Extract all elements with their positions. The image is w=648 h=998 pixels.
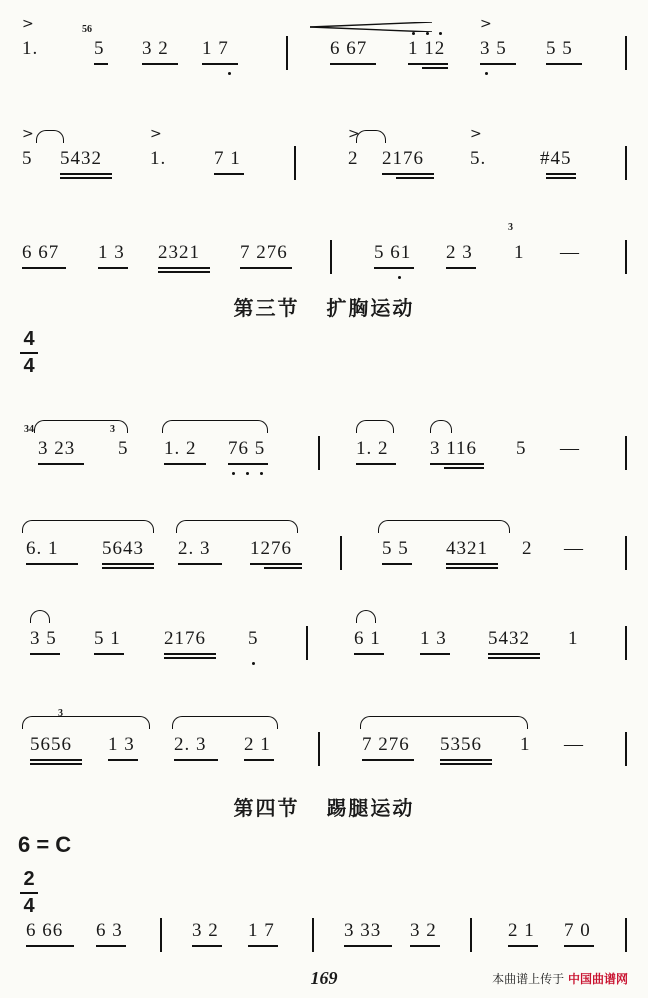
note-group: 1. 2	[164, 438, 197, 459]
bar-line	[306, 626, 308, 660]
beam-line	[94, 653, 124, 655]
beam-line	[354, 653, 384, 655]
note-group: 3 5	[30, 628, 57, 649]
page-number: 169	[310, 968, 338, 988]
beam-line	[102, 563, 154, 565]
beam-line	[214, 173, 244, 175]
note-group: 1 12	[408, 38, 446, 59]
slur	[356, 420, 394, 433]
note-group: —	[560, 438, 580, 459]
note-group: 3 23	[38, 438, 76, 459]
bar-line	[160, 918, 162, 952]
bar-line	[294, 146, 296, 180]
note-group: 1. 2	[356, 438, 389, 459]
beam-line	[382, 563, 412, 565]
bar-line	[625, 36, 627, 70]
note-group: 1	[568, 628, 579, 649]
low-dot	[246, 472, 249, 475]
note-group: 2321	[158, 242, 200, 263]
note-group: 3 2	[192, 920, 219, 941]
note-group: 1 3	[98, 242, 125, 263]
note-group: 76 5	[228, 438, 266, 459]
note-group: 6 1	[354, 628, 381, 649]
note-group: 5.	[470, 148, 487, 169]
grace-note: 3	[110, 424, 115, 435]
beam-line	[240, 267, 292, 269]
beam-line	[422, 67, 448, 69]
bar-line	[470, 918, 472, 952]
low-dot	[252, 662, 255, 665]
beam-line	[546, 177, 576, 179]
staff-row-4	[0, 410, 648, 480]
meter-top: 2	[23, 868, 35, 890]
note-group: 2 1	[244, 734, 271, 755]
note-group: 5432	[488, 628, 530, 649]
source-credit	[492, 970, 628, 987]
time-signature	[20, 328, 38, 378]
bar-line	[625, 626, 627, 660]
staff-row-7	[0, 706, 648, 776]
note-group: 2176	[164, 628, 206, 649]
beam-line	[158, 271, 210, 273]
note-group: 6 67	[22, 242, 60, 263]
triplet-mark: 3	[58, 708, 63, 719]
note-group: 5432	[60, 148, 102, 169]
beam-line	[356, 463, 396, 465]
note-group: 2. 3	[174, 734, 207, 755]
beam-line	[440, 759, 492, 761]
section-heading	[0, 792, 648, 821]
grace-note: 3	[508, 222, 513, 233]
key-signature: 6 = C	[18, 832, 72, 857]
beam-line	[96, 945, 126, 947]
note-group: 1276	[250, 538, 292, 559]
note-group: 4321	[446, 538, 488, 559]
note-group: 5356	[440, 734, 482, 755]
note-group: 1 3	[108, 734, 135, 755]
low-dot	[228, 72, 231, 75]
slur	[162, 420, 268, 433]
beam-line	[164, 653, 216, 655]
note-group: 3 5	[480, 38, 507, 59]
beam-line	[564, 945, 594, 947]
note-group: 2. 3	[178, 538, 211, 559]
section-number: 第四节	[233, 796, 300, 820]
beam-line	[178, 563, 222, 565]
beam-line	[444, 467, 484, 469]
beam-line	[408, 63, 448, 65]
beam-line	[396, 177, 434, 179]
note-group: 1 7	[202, 38, 229, 59]
high-dot	[426, 32, 429, 35]
beam-line	[546, 63, 582, 65]
note-group: 5 1	[94, 628, 121, 649]
slur	[430, 420, 452, 433]
note-group: 2 3	[446, 242, 473, 263]
beam-line	[250, 563, 302, 565]
low-dot	[398, 276, 401, 279]
note-group: 5	[94, 38, 105, 59]
note-group: 1 7	[248, 920, 275, 941]
low-dot	[485, 72, 488, 75]
bar-line	[312, 918, 314, 952]
staff-row-6	[0, 600, 648, 670]
meter-top: 4	[23, 328, 35, 350]
beam-line	[192, 945, 222, 947]
note-group: 6. 1	[26, 538, 59, 559]
slur	[356, 130, 386, 143]
low-dot	[232, 472, 235, 475]
beam-line	[362, 759, 414, 761]
slur	[172, 716, 278, 729]
site-logo-text[interactable]: 中国曲谱网	[567, 972, 628, 986]
note-group: —	[564, 538, 584, 559]
beam-line	[102, 567, 154, 569]
section-name: 扩胸运动	[326, 296, 415, 320]
beam-line	[446, 563, 498, 565]
accent-mark: >	[348, 126, 360, 142]
beam-line	[330, 63, 376, 65]
note-group: 5	[118, 438, 129, 459]
beam-line	[30, 759, 82, 761]
beam-line	[174, 759, 218, 761]
slur	[36, 130, 64, 143]
bar-line	[625, 146, 627, 180]
note-group: 5	[516, 438, 527, 459]
staff-row-1	[0, 10, 648, 80]
slur	[176, 520, 298, 533]
accent-mark: >	[470, 126, 482, 142]
note-group: 2 1	[508, 920, 535, 941]
slur	[22, 520, 154, 533]
beam-line	[410, 945, 440, 947]
slur	[360, 716, 528, 729]
note-group: 3 2	[410, 920, 437, 941]
bar-line	[286, 36, 288, 70]
note-group: 1.	[22, 38, 39, 59]
bar-line	[318, 732, 320, 766]
note-group: 1.	[150, 148, 167, 169]
note-group: 7 0	[564, 920, 591, 941]
beam-line	[244, 759, 274, 761]
beam-line	[94, 63, 108, 65]
beam-line	[30, 653, 60, 655]
note-group: 3 33	[344, 920, 382, 941]
note-group: 2	[348, 148, 359, 169]
accent-mark: >	[480, 16, 492, 32]
staff-row-8	[0, 892, 648, 962]
note-group: 5	[22, 148, 33, 169]
staff-row-2	[0, 120, 648, 190]
section-number: 第三节	[233, 296, 300, 320]
low-dot	[260, 472, 263, 475]
beam-line	[344, 945, 392, 947]
note-group: 3 2	[142, 38, 169, 59]
beam-line	[440, 763, 492, 765]
section-heading	[0, 292, 648, 321]
beam-line	[22, 267, 66, 269]
beam-line	[164, 463, 206, 465]
note-group: 2176	[382, 148, 424, 169]
beam-line	[420, 653, 450, 655]
note-group: 6 66	[26, 920, 64, 941]
beam-line	[60, 173, 112, 175]
accent-mark: >	[22, 16, 34, 32]
accent-mark: >	[22, 126, 34, 142]
beam-line	[488, 657, 540, 659]
note-group: 7 276	[362, 734, 410, 755]
grace-note: 56	[82, 24, 92, 35]
beam-line	[446, 267, 476, 269]
bar-line	[330, 240, 332, 274]
note-group: —	[560, 242, 580, 263]
meter-bottom: 4	[23, 895, 35, 917]
staff-row-5	[0, 510, 648, 580]
beam-line	[98, 267, 128, 269]
note-group: 5 5	[546, 38, 573, 59]
beam-line	[374, 267, 414, 269]
crescendo-hairpin	[310, 22, 432, 32]
beam-line	[108, 759, 138, 761]
beam-line	[142, 63, 178, 65]
grace-note: 34	[24, 424, 34, 435]
bar-line	[340, 536, 342, 570]
beam-line	[508, 945, 538, 947]
beam-line	[26, 945, 74, 947]
beam-line	[158, 267, 210, 269]
note-group: 1 3	[420, 628, 447, 649]
note-group: #45	[540, 148, 572, 169]
note-group: 1	[514, 242, 525, 263]
note-group: 2	[522, 538, 533, 559]
beam-line	[382, 173, 434, 175]
bar-line	[318, 436, 320, 470]
note-group: 1	[520, 734, 531, 755]
bar-line	[625, 732, 627, 766]
slur	[30, 610, 50, 623]
beam-line	[480, 63, 516, 65]
note-group: 7 276	[240, 242, 288, 263]
slur	[378, 520, 510, 533]
beam-line	[202, 63, 238, 65]
bar-line	[625, 918, 627, 952]
note-group: 5 5	[382, 538, 409, 559]
note-group: 5656	[30, 734, 72, 755]
beam-line	[546, 173, 576, 175]
note-group: 5643	[102, 538, 144, 559]
bar-line	[625, 536, 627, 570]
section-name: 踢腿运动	[326, 796, 415, 820]
beam-line	[164, 657, 216, 659]
slur	[356, 610, 376, 623]
high-dot	[439, 32, 442, 35]
beam-line	[228, 463, 268, 465]
meter-bottom: 4	[23, 355, 35, 377]
beam-line	[446, 567, 498, 569]
beam-line	[264, 567, 302, 569]
accent-mark: >	[150, 126, 162, 142]
note-group: —	[564, 734, 584, 755]
beam-line	[60, 177, 112, 179]
note-group: 3 116	[430, 438, 478, 459]
beam-line	[30, 763, 82, 765]
note-group: 5	[248, 628, 259, 649]
beam-line	[488, 653, 540, 655]
meter-line	[20, 352, 38, 354]
note-group: 7 1	[214, 148, 241, 169]
slur	[22, 716, 150, 729]
note-group: 5 61	[374, 242, 412, 263]
bar-line	[625, 436, 627, 470]
beam-line	[248, 945, 278, 947]
note-group: 6 67	[330, 38, 368, 59]
note-group: 6 3	[96, 920, 123, 941]
beam-line	[38, 463, 84, 465]
beam-line	[430, 463, 484, 465]
credit-prefix: 本曲谱上传于	[492, 972, 565, 986]
staff-row-3	[0, 214, 648, 284]
high-dot	[412, 32, 415, 35]
bar-line	[625, 240, 627, 274]
beam-line	[26, 563, 78, 565]
